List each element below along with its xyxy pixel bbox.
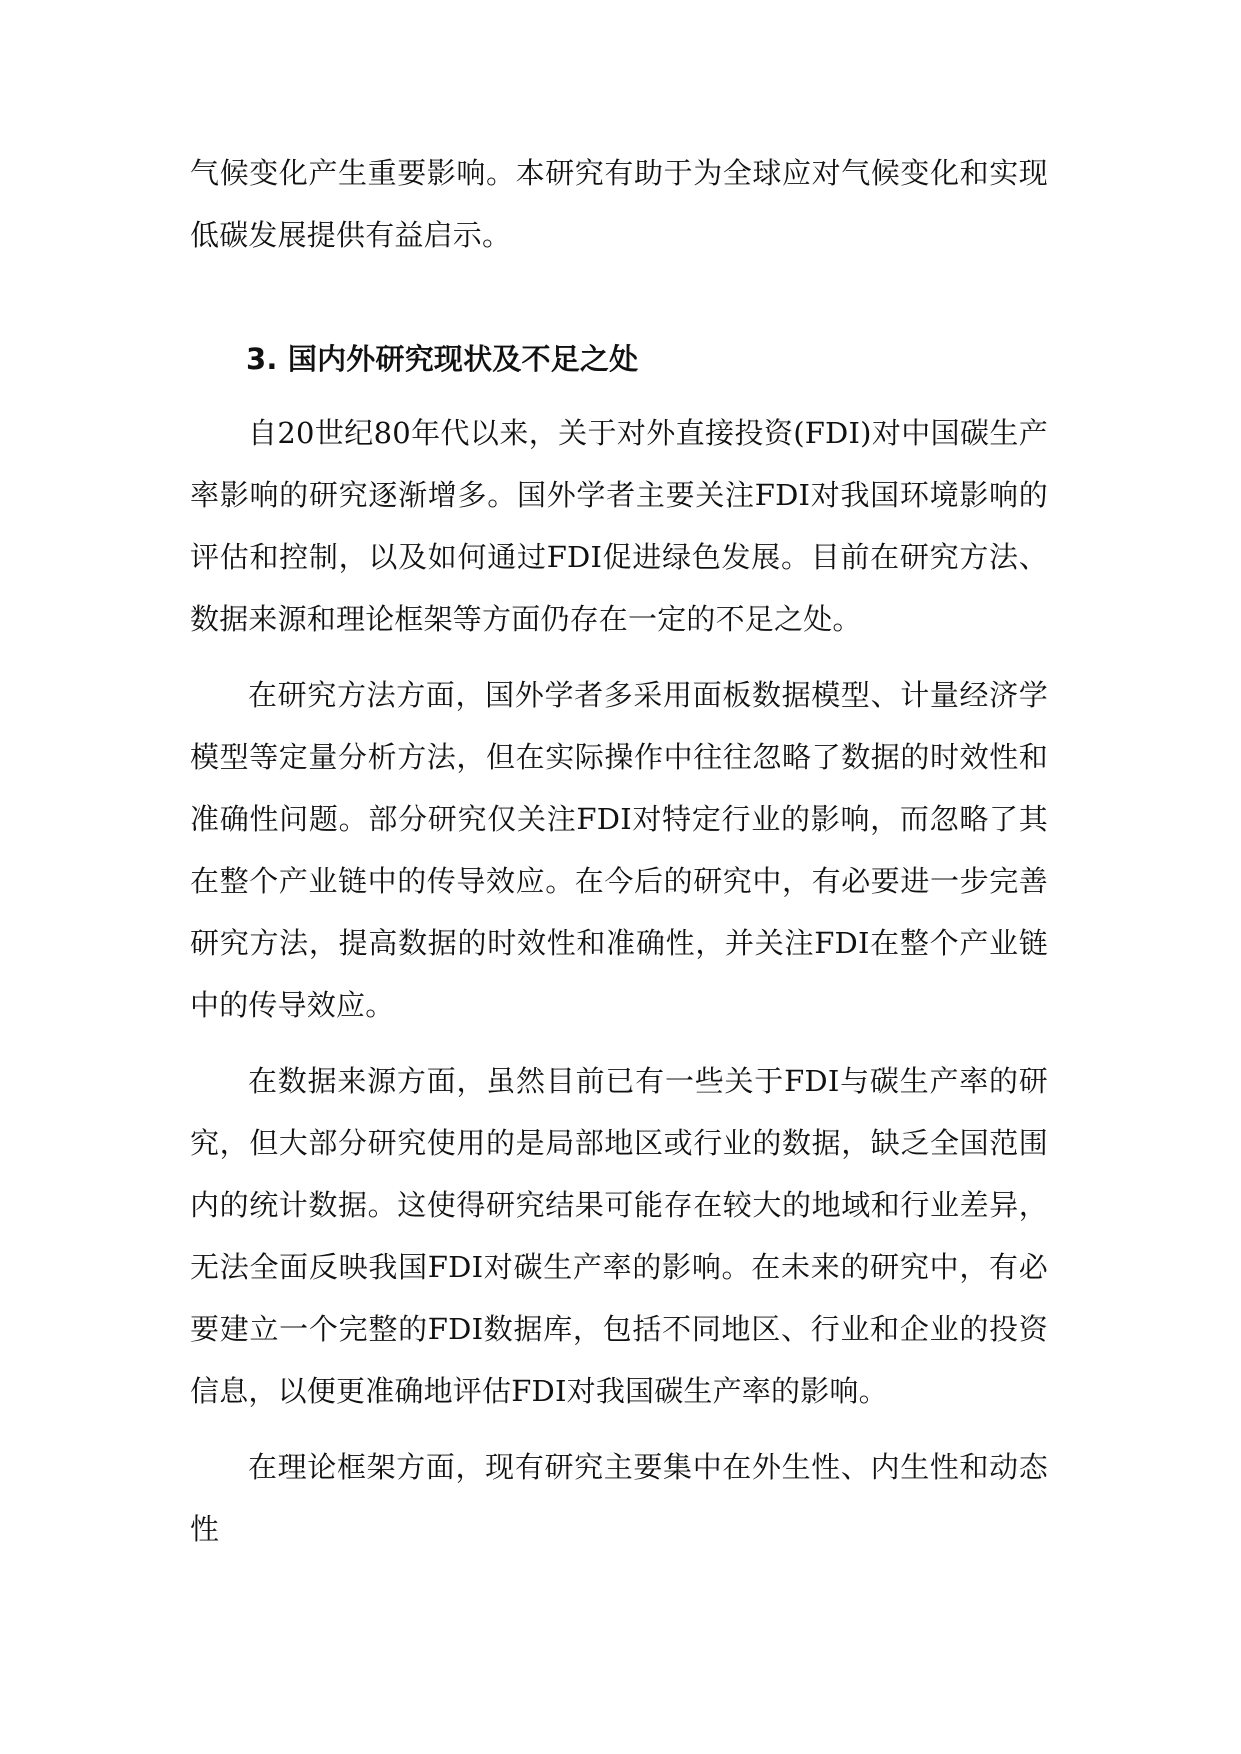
section-heading: 3. 国内外研究现状及不足之处: [246, 342, 639, 376]
paragraph-research-status: 自20世纪80年代以来，关于对外直接投资(FDI)对中国碳生产率影响的研究逐渐增多。国外学者主要关注FDI对我国环境影响的评估和控制，以及如何通过FDI促进绿色发展。目前在研究方法、数据来源和理论框架等方面仍存在一定的不足之处。: [190, 416, 1048, 636]
continuation-paragraph: 气候变化产生重要影响。本研究有助于为全球应对气候变化和实现低碳发展提供有益启示。: [190, 156, 1048, 252]
page-content: [190, 142, 1048, 1560]
paragraph-theoretical-framework: 在理论框架方面，现有研究主要集中在外生性、内生性和动态性: [190, 1450, 1048, 1546]
paragraph-data-sources: 在数据来源方面，虽然目前已有一些关于FDI与碳生产率的研究，但大部分研究使用的是局部地区或行业的数据，缺乏全国范围内的统计数据。这使得研究结果可能存在较大的地域和行业差异，无法全面反映我国FDI对碳生产率的影响。在未来的研究中，有必要建立一个完整的FDI数据库，包括不同地区、行业和企业的投资信息，以便更准确地评估FDI对我国碳生产率的影响。: [190, 1064, 1048, 1408]
paragraph-research-methods: 在研究方法方面，国外学者多采用面板数据模型、计量经济学模型等定量分析方法，但在实际操作中往往忽略了数据的时效性和准确性问题。部分研究仅关注FDI对特定行业的影响，而忽略了其在整个产业链中的传导效应。在今后的研究中，有必要进一步完善研究方法，提高数据的时效性和准确性，并关注FDI在整个产业链中的传导效应。: [190, 678, 1048, 1022]
